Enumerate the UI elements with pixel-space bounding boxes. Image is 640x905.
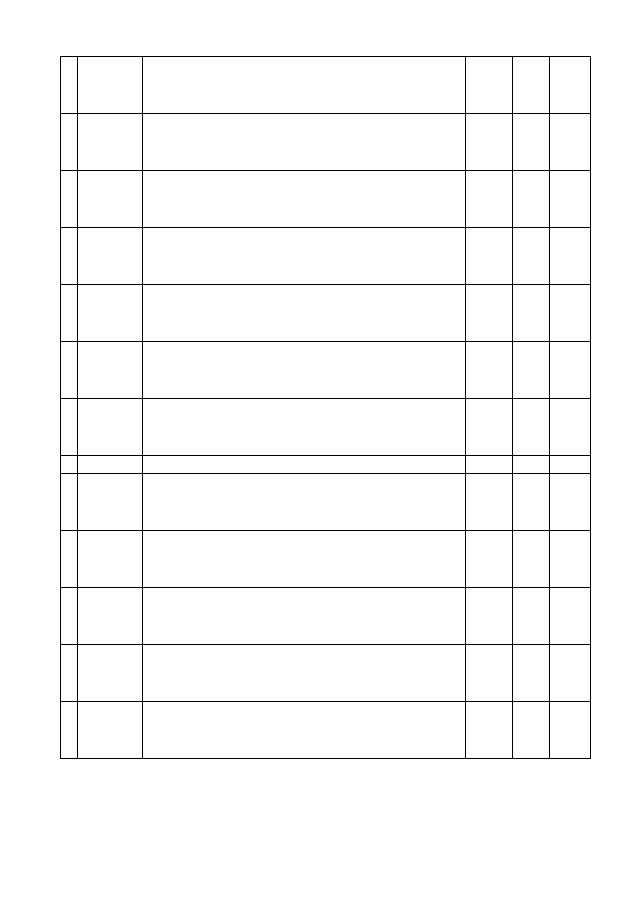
address-cell [78,588,143,645]
value-cell [466,456,513,474]
address-cell [78,285,143,342]
work-description-cell [143,228,466,285]
table-row [61,228,591,285]
value-cell [466,171,513,228]
address-cell [78,342,143,399]
value-cell [466,702,513,759]
work-description-cell [143,588,466,645]
year-cell [550,285,591,342]
value-cell [466,474,513,531]
value-cell [466,228,513,285]
table-row [61,342,591,399]
row-number-cell [61,531,78,588]
year-cell [550,702,591,759]
year-cell [513,285,550,342]
year-cell [550,456,591,474]
work-description-cell [143,456,466,474]
year-cell [513,399,550,456]
address-cell [78,399,143,456]
work-description-cell [143,114,466,171]
table-row [61,171,591,228]
year-cell [550,57,591,114]
year-cell [513,342,550,399]
work-description-cell [143,474,466,531]
registry-table-body [61,57,591,759]
table-row [61,285,591,342]
value-cell [466,588,513,645]
year-cell [550,474,591,531]
row-number-cell [61,399,78,456]
value-cell [466,399,513,456]
table-row [61,57,591,114]
table-row [61,456,591,474]
value-cell [466,645,513,702]
row-number-cell [61,588,78,645]
registry-table [60,56,591,759]
work-description-cell [143,399,466,456]
address-cell [78,456,143,474]
year-cell [513,474,550,531]
value-cell [466,114,513,171]
year-cell [513,456,550,474]
table-row [61,531,591,588]
year-cell [550,588,591,645]
work-description-cell [143,285,466,342]
work-description-cell [143,645,466,702]
year-cell [550,228,591,285]
year-cell [513,114,550,171]
work-description-cell [143,57,466,114]
table-row [61,474,591,531]
row-number-cell [61,171,78,228]
table-row [61,588,591,645]
table-row [61,645,591,702]
year-cell [513,588,550,645]
work-description-cell [143,702,466,759]
year-cell [513,57,550,114]
work-description-cell [143,342,466,399]
row-number-cell [61,474,78,531]
year-cell [550,342,591,399]
value-cell [466,531,513,588]
address-cell [78,531,143,588]
row-number-cell [61,57,78,114]
address-cell [78,474,143,531]
address-cell [78,702,143,759]
row-number-cell [61,285,78,342]
work-description-cell [143,171,466,228]
table-row [61,702,591,759]
year-cell [513,702,550,759]
address-cell [78,114,143,171]
year-cell [550,531,591,588]
year-cell [550,171,591,228]
year-cell [513,171,550,228]
value-cell [466,342,513,399]
row-number-cell [61,228,78,285]
year-cell [513,228,550,285]
value-cell [466,285,513,342]
row-number-cell [61,456,78,474]
row-number-cell [61,114,78,171]
address-cell [78,171,143,228]
work-description-cell [143,531,466,588]
year-cell [550,645,591,702]
value-cell [466,57,513,114]
table-row [61,399,591,456]
row-number-cell [61,702,78,759]
year-cell [513,645,550,702]
year-cell [513,531,550,588]
year-cell [550,399,591,456]
row-number-cell [61,342,78,399]
table-row [61,114,591,171]
row-number-cell [61,645,78,702]
address-cell [78,645,143,702]
year-cell [550,114,591,171]
address-cell [78,57,143,114]
address-cell [78,228,143,285]
